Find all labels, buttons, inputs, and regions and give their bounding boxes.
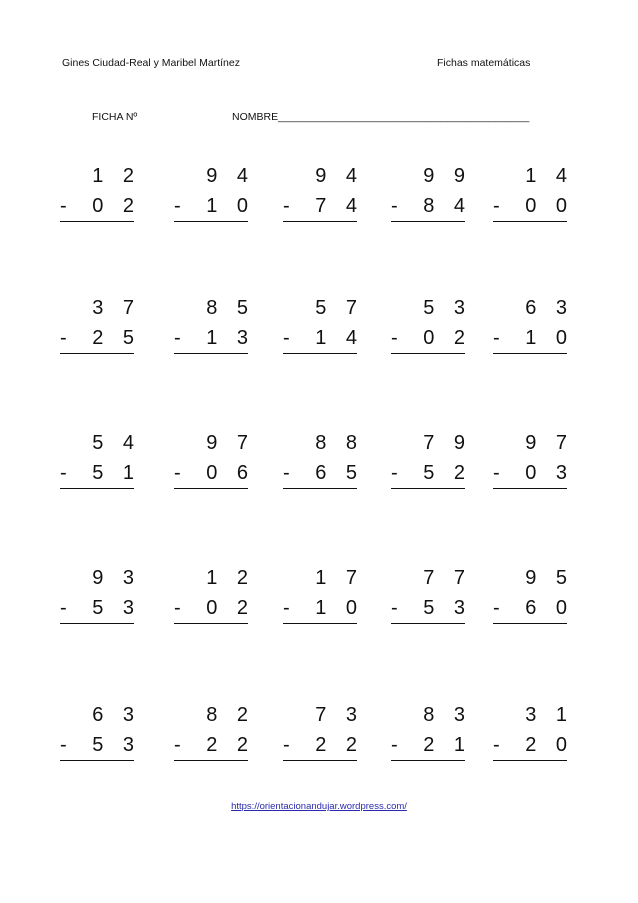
answer-line bbox=[174, 760, 248, 761]
subtrahend: 0 2 bbox=[423, 327, 472, 349]
minus-sign: - bbox=[283, 734, 290, 756]
subtraction-problem bbox=[283, 165, 364, 235]
subtraction-problem bbox=[493, 165, 574, 235]
subtraction-problem bbox=[493, 297, 574, 367]
minus-sign: - bbox=[391, 327, 398, 349]
minuend: 1 7 bbox=[315, 567, 364, 589]
minuend: 1 2 bbox=[92, 165, 141, 187]
minuend: 9 5 bbox=[525, 567, 574, 589]
answer-line bbox=[391, 353, 465, 354]
minuend: 5 7 bbox=[315, 297, 364, 319]
subtrahend: 1 0 bbox=[525, 327, 574, 349]
answer-line bbox=[283, 353, 357, 354]
minus-sign: - bbox=[60, 597, 67, 619]
minuend: 9 3 bbox=[92, 567, 141, 589]
subtrahend: 5 3 bbox=[92, 597, 141, 619]
subtraction-problem bbox=[174, 432, 255, 502]
minuend: 8 3 bbox=[423, 704, 472, 726]
nombre-field: NOMBRE___________________________________________ bbox=[232, 111, 530, 123]
minus-sign: - bbox=[391, 195, 398, 217]
minuend: 6 3 bbox=[92, 704, 141, 726]
answer-line bbox=[60, 221, 134, 222]
minus-sign: - bbox=[493, 734, 500, 756]
answer-line bbox=[174, 353, 248, 354]
answer-line bbox=[283, 623, 357, 624]
subtraction-problem bbox=[283, 704, 364, 774]
answer-line bbox=[493, 760, 567, 761]
subtraction-problem bbox=[391, 165, 472, 235]
minuend: 5 4 bbox=[92, 432, 141, 454]
minus-sign: - bbox=[174, 462, 181, 484]
subtraction-problem bbox=[60, 567, 141, 637]
answer-line bbox=[391, 760, 465, 761]
subtrahend: 0 0 bbox=[525, 195, 574, 217]
minus-sign: - bbox=[283, 462, 290, 484]
answer-line bbox=[60, 488, 134, 489]
subtraction-problem bbox=[283, 567, 364, 637]
answer-line bbox=[391, 221, 465, 222]
answer-line bbox=[283, 221, 357, 222]
answer-line bbox=[493, 353, 567, 354]
subtraction-problem bbox=[174, 567, 255, 637]
minuend: 7 3 bbox=[315, 704, 364, 726]
minuend: 1 4 bbox=[525, 165, 574, 187]
subtraction-problem bbox=[391, 704, 472, 774]
minus-sign: - bbox=[60, 734, 67, 756]
subtraction-problem bbox=[283, 297, 364, 367]
minuend: 8 8 bbox=[315, 432, 364, 454]
subtrahend: 8 4 bbox=[423, 195, 472, 217]
minuend: 9 4 bbox=[315, 165, 364, 187]
subtrahend: 2 5 bbox=[92, 327, 141, 349]
minuend: 9 7 bbox=[206, 432, 255, 454]
subtraction-problem bbox=[391, 432, 472, 502]
subtrahend: 1 0 bbox=[206, 195, 255, 217]
subtraction-problem bbox=[391, 567, 472, 637]
ficha-label: FICHA Nº bbox=[92, 111, 138, 123]
answer-line bbox=[391, 623, 465, 624]
subtrahend: 5 2 bbox=[423, 462, 472, 484]
answer-line bbox=[493, 221, 567, 222]
subtrahend: 6 0 bbox=[525, 597, 574, 619]
answer-line bbox=[60, 353, 134, 354]
minuend: 3 1 bbox=[525, 704, 574, 726]
header-subject: Fichas matemáticas bbox=[437, 57, 531, 69]
subtrahend: 0 2 bbox=[206, 597, 255, 619]
answer-line bbox=[493, 623, 567, 624]
answer-line bbox=[391, 488, 465, 489]
subtraction-problem bbox=[60, 704, 141, 774]
minuend: 9 9 bbox=[423, 165, 472, 187]
minus-sign: - bbox=[174, 195, 181, 217]
subtraction-problem bbox=[60, 165, 141, 235]
minus-sign: - bbox=[60, 327, 67, 349]
answer-line bbox=[60, 623, 134, 624]
subtrahend: 5 3 bbox=[92, 734, 141, 756]
subtrahend: 2 2 bbox=[315, 734, 364, 756]
minus-sign: - bbox=[283, 195, 290, 217]
minuend: 8 5 bbox=[206, 297, 255, 319]
answer-line bbox=[283, 488, 357, 489]
minuend: 1 2 bbox=[206, 567, 255, 589]
subtrahend: 5 1 bbox=[92, 462, 141, 484]
subtrahend: 6 5 bbox=[315, 462, 364, 484]
minuend: 3 7 bbox=[92, 297, 141, 319]
subtraction-problem bbox=[174, 704, 255, 774]
subtraction-problem bbox=[493, 567, 574, 637]
subtrahend: 0 3 bbox=[525, 462, 574, 484]
subtrahend: 0 6 bbox=[206, 462, 255, 484]
minus-sign: - bbox=[283, 327, 290, 349]
subtraction-problem bbox=[174, 297, 255, 367]
minus-sign: - bbox=[493, 195, 500, 217]
minuend: 6 3 bbox=[525, 297, 574, 319]
answer-line bbox=[174, 221, 248, 222]
subtraction-problem bbox=[391, 297, 472, 367]
minuend: 7 9 bbox=[423, 432, 472, 454]
subtrahend: 2 1 bbox=[423, 734, 472, 756]
minus-sign: - bbox=[283, 597, 290, 619]
subtraction-problem bbox=[283, 432, 364, 502]
minuend: 9 7 bbox=[525, 432, 574, 454]
minus-sign: - bbox=[493, 327, 500, 349]
answer-line bbox=[493, 488, 567, 489]
subtraction-problem bbox=[60, 297, 141, 367]
minus-sign: - bbox=[60, 462, 67, 484]
minuend: 9 4 bbox=[206, 165, 255, 187]
header-authors: Gines Ciudad-Real y Maribel Martínez bbox=[62, 57, 240, 69]
minus-sign: - bbox=[174, 597, 181, 619]
minuend: 7 7 bbox=[423, 567, 472, 589]
subtrahend: 7 4 bbox=[315, 195, 364, 217]
subtrahend: 2 0 bbox=[525, 734, 574, 756]
minuend: 5 3 bbox=[423, 297, 472, 319]
subtrahend: 2 2 bbox=[206, 734, 255, 756]
minus-sign: - bbox=[391, 462, 398, 484]
minus-sign: - bbox=[391, 734, 398, 756]
subtraction-problem bbox=[493, 432, 574, 502]
subtraction-problem bbox=[60, 432, 141, 502]
minus-sign: - bbox=[493, 462, 500, 484]
minuend: 8 2 bbox=[206, 704, 255, 726]
minus-sign: - bbox=[493, 597, 500, 619]
footer-link[interactable]: https://orientacionandujar.wordpress.com/ bbox=[231, 801, 407, 812]
subtraction-problem bbox=[174, 165, 255, 235]
answer-line bbox=[283, 760, 357, 761]
subtraction-problem bbox=[493, 704, 574, 774]
minus-sign: - bbox=[174, 327, 181, 349]
subtrahend: 5 3 bbox=[423, 597, 472, 619]
subtrahend: 1 0 bbox=[315, 597, 364, 619]
subtrahend: 1 4 bbox=[315, 327, 364, 349]
minus-sign: - bbox=[391, 597, 398, 619]
minus-sign: - bbox=[60, 195, 67, 217]
minus-sign: - bbox=[174, 734, 181, 756]
subtrahend: 1 3 bbox=[206, 327, 255, 349]
answer-line bbox=[174, 623, 248, 624]
answer-line bbox=[174, 488, 248, 489]
subtrahend: 0 2 bbox=[92, 195, 141, 217]
answer-line bbox=[60, 760, 134, 761]
